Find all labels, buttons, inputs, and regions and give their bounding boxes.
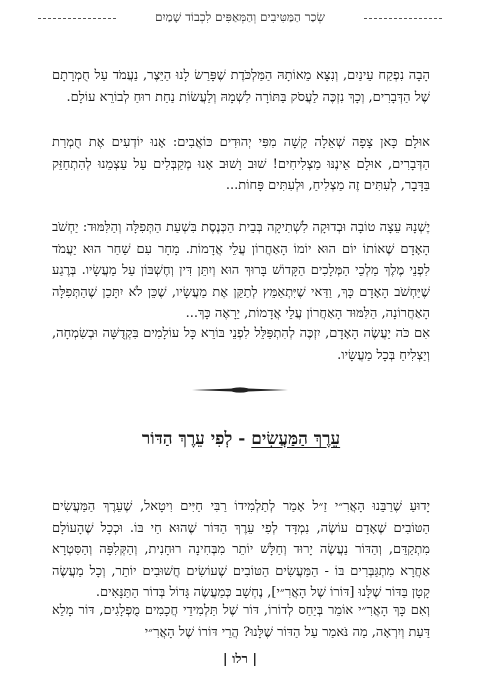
paragraph-our-generation: וְאִם כָּךְ הָאֲרִ״י אוֹמֵר בְּיַחַס לְדוֹרוֹ, דּוֹר שֶׁל תַּלְמִידֵי חֲכָמִים מֻפְלָגִים, דּוֹר מָלֵא דַּעַת וְיִרְאָה, מַה נֹּאמַר עַל הַדּוֹר שֶׁלָּנוּ? הֲרֵי דּוֹרוֹ שֶׁל הָאֲרִ״י [52,603,430,640]
running-header [38,6,442,28]
paragraph-good-advice: יֶשְׁנָהּ עֵצָה טוֹבָה וּבְדוּקָה לִשְׁתִיקָה בְּבֵית הַכְּנֶסֶת בִּשְׁעַת הַתְּפִלָּה וְהַלִּמּוּד: יַחְשֹׁב הָאָדָם שֶׁאוֹתוֹ יוֹם הוּא יוֹמוֹ הָאַחֲרוֹן עֲלֵי אֲדָמוֹת. מָחָר עִם שַׁחַר הוּא יַעֲמֹד לִפְנֵי מֶלֶךְ מַלְכֵי הַמְּלָכִים הַקָּדוֹשׁ בָּרוּךְ הוּא וְיִתֵּן דִּין וְחֶשְׁבּוֹן עַל מַעֲשָׂיו. בְּרֶגַע שֶׁיַּחְשֹׁב הָאָדָם כָּךְ, וַדַּאי שֶׁיִּתְאַמֵּץ לְתַקֵּן אֶת מַעֲשָׂיו, שֶׁכֵּן לֹא יִתָּכֵן שֶׁהַתְּפִלָּה הָאַחֲרוֹנָה, הַלִּמּוּד הָאַחֲרוֹן עֲלֵי אֲדָמוֹת, יֵרָאֶה כָּךְ... [52,220,430,322]
paragraph-conclusion: אִם כֹּה יַעֲשֶׂה הָאָדָם, יִזְכֶּה לְהִתְפַּלֵּל לִפְנֵי בּוֹרֵא כָּל עוֹלָמִים בִּקְדֻשָּׁה וּבְשִׂמְחָה, וְיַצְלִיחַ בְּכָל מַעֲשָׂיו. [52,326,430,363]
header-rule-left [38,18,116,19]
section-divider-ornament [190,385,290,395]
page-number: | רלו | [222,652,258,667]
running-header-title: שְׂכַר הַמַּטִּיבִים וְהַמְּאַפִּים לִכְבוֹד שָׁמַיִם [155,10,325,24]
section-title-lead: עֵרֶךְ הַמַּעֲשִׂים [251,429,341,449]
section-title-tail: לְפִי עֵרֶךְ הַדּוֹר [141,429,233,449]
paragraph-arizal-teaching: יָדוּעַ שֶׁרַבֵּנוּ הָאֲרִ״י זַ״ל אָמַר לְתַלְמִידוֹ רַבִּי חַיִּים וִיטָאל, שֶׁעֵרֶךְ הַמַּעֲשִׂים הַטּוֹבִים שֶׁאָדָם עוֹשֶׂה, נִמְדָּד לְפִי עֵרֶךְ הַדּוֹר שֶׁהוּא חַי בּוֹ. וּכְכָל שֶׁהָעוֹלָם מִתְקַדֵּם, וְהַדּוֹר נַעֲשֶׂה יָרוּד וְחַלָּשׁ יוֹתֵר מִבְּחִינָה רוּחָנִית, וְהַקְּלִפָּה וְהַסִּטְרָא אַחֲרָא מִתְגַּבְּרִים בּוֹ - הַמַּעֲשִׂים הַטּוֹבִים שֶׁעוֹשִׂים חֲשׁוּבִים יוֹתֵר, וְכָל מַעֲשֶׂה קָטָן בַּדּוֹר שֶׁלָּנוּ [דּוֹרוֹ שֶׁל הָאֲרִ״י], נֶחְשָׁב כְּמַעֲשֶׂה גָּדוֹל בְּדוֹר הַתַּנָּאִים. [52,499,430,601]
section-title-dash: - [238,429,246,449]
paragraph-open-eyes: הָבָה נִפְקַח עֵינַיִם, וְנִצָּא מֵאוֹתָהּ הַמַּלְכֹּדֶת שֶׁפָּרַשׂ לָנוּ הַיֵּצֶר, נַעֲמֹד עַל חֻמְרָתָם שֶׁל הַדְּבָרִים, וְכָךְ נִזְכֶּה לַעֲסֹק בַּתּוֹרָה לִשְׁמָהּ וְלַעֲשׂוֹת נַחַת רוּחַ לְבוֹרֵא עוֹלָם. [52,68,430,105]
section-title [52,427,430,451]
paragraph-hard-question: אוּלָם כָּאן צָפָה שְׁאֵלָה קָשָׁה מִפִּי יְהוּדִים כּוֹאֲבִים: אָנוּ יוֹדְעִים אֶת חֻמְרַת הַדְּבָרִים, אוּלָם אֵינֶנּוּ מַצְלִיחִים! שׁוּב וָשׁוּב אָנוּ מְקַבְּלִים עַל עַצְמֵנוּ לְהִתְחַזֵּק בַּדָּבָר, לְעִתִּים זֶה מַצְלִיחַ, וּלְעִתִּים פָּחוֹת... [52,135,430,194]
header-rule-right [364,18,442,19]
